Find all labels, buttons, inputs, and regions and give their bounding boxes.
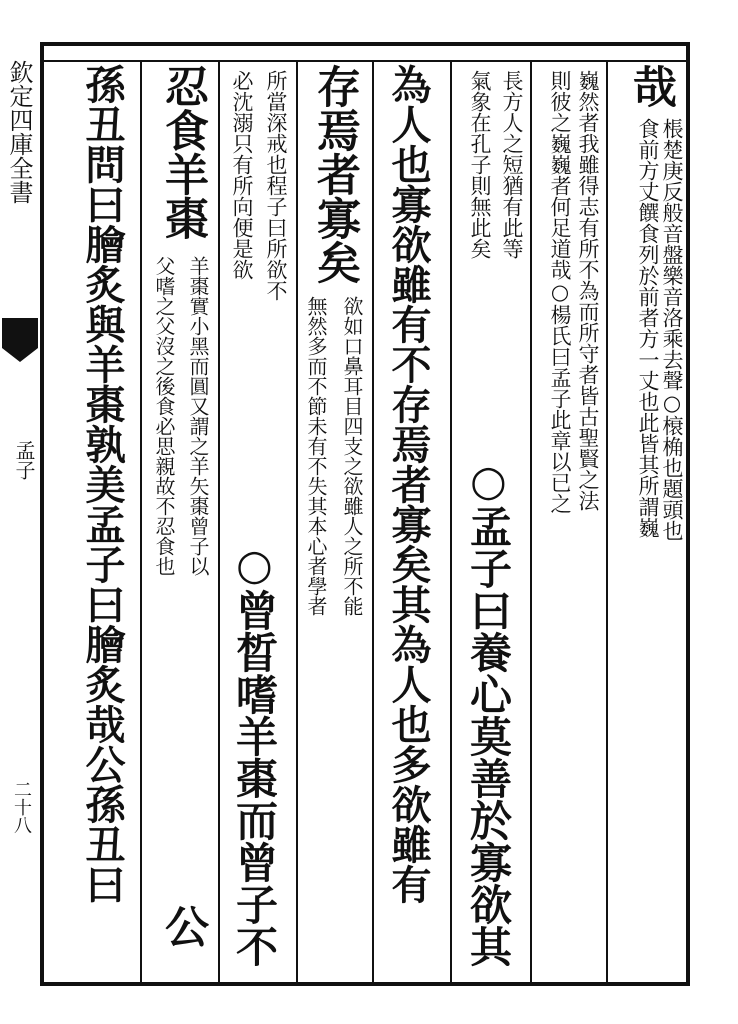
text-column-5-main: 存焉者寡矣 bbox=[309, 64, 360, 284]
column-rule bbox=[140, 60, 142, 986]
column-rule bbox=[218, 60, 220, 986]
text-column-2-note-a: 巍然者我雖得志有所不為而所守者皆古聖賢之法 bbox=[576, 70, 600, 511]
margin-title: 欽定四庫全書 bbox=[5, 60, 33, 204]
text-column-4-main: 為人也寡欲雖有不存焉者寡矣其為人也多欲雖有 bbox=[385, 64, 432, 904]
column-rule bbox=[372, 60, 374, 986]
text-column-3-main: ○孟子曰養心莫善於寡欲其 bbox=[464, 456, 513, 967]
left-margin bbox=[0, 0, 40, 1024]
fishtail-point bbox=[2, 348, 38, 362]
text-column-6-note-a: 所當深戒也程子曰所欲不 bbox=[264, 70, 288, 301]
margin-page-number: 二十八 bbox=[11, 780, 32, 834]
text-column-5-note-b: 無然多而不節未有不失其本心者學者 bbox=[304, 296, 328, 616]
text-column-1-note-b: 棖楚庚反般音盤樂音洛乘去聲○榱桷也題頭也 bbox=[660, 118, 684, 541]
text-column-6-note-b: 必沈溺只有所向便是欲 bbox=[230, 70, 254, 280]
column-rule bbox=[606, 60, 608, 986]
text-column-5-note-a: 欲如口鼻耳目四支之欲雖人之所不能 bbox=[340, 296, 364, 616]
text-column-6-main: ○曾晳嗜羊棗而曾子不 bbox=[230, 540, 279, 967]
text-column-3-note-a: 長方人之短猶有此等 bbox=[500, 70, 524, 259]
column-rule bbox=[296, 60, 298, 986]
text-column-7-note-a: 羊棗實小黑而圓又謂之羊矢棗曾子以 bbox=[186, 256, 210, 576]
text-column-8-main: 孫丑問曰膾炙與羊棗孰美孟子曰膾炙哉公孫丑曰 bbox=[79, 64, 126, 904]
column-rule bbox=[530, 60, 532, 986]
text-column-2-note-b: 則彼之巍巍者何足道哉○楊氏曰孟子此章以已之 bbox=[548, 70, 572, 514]
text-column-7-main-end: 公 bbox=[157, 904, 208, 948]
text-column-1-main: 哉 bbox=[625, 64, 676, 108]
text-column-3-note-b: 氣象在孔子則無此矣 bbox=[468, 70, 492, 259]
text-column-1-note-a: 食前方丈饌食列於前者方一丈也此皆其所謂巍 bbox=[636, 118, 660, 538]
text-column-7-main: 忍食羊棗 bbox=[157, 64, 208, 240]
text-column-7-note-b: 父嗜之父沒之後食必思親故不忍食也 bbox=[152, 256, 176, 576]
margin-book-name: 孟子 bbox=[12, 440, 36, 480]
fishtail-mark bbox=[2, 318, 38, 348]
column-rule bbox=[450, 60, 452, 986]
